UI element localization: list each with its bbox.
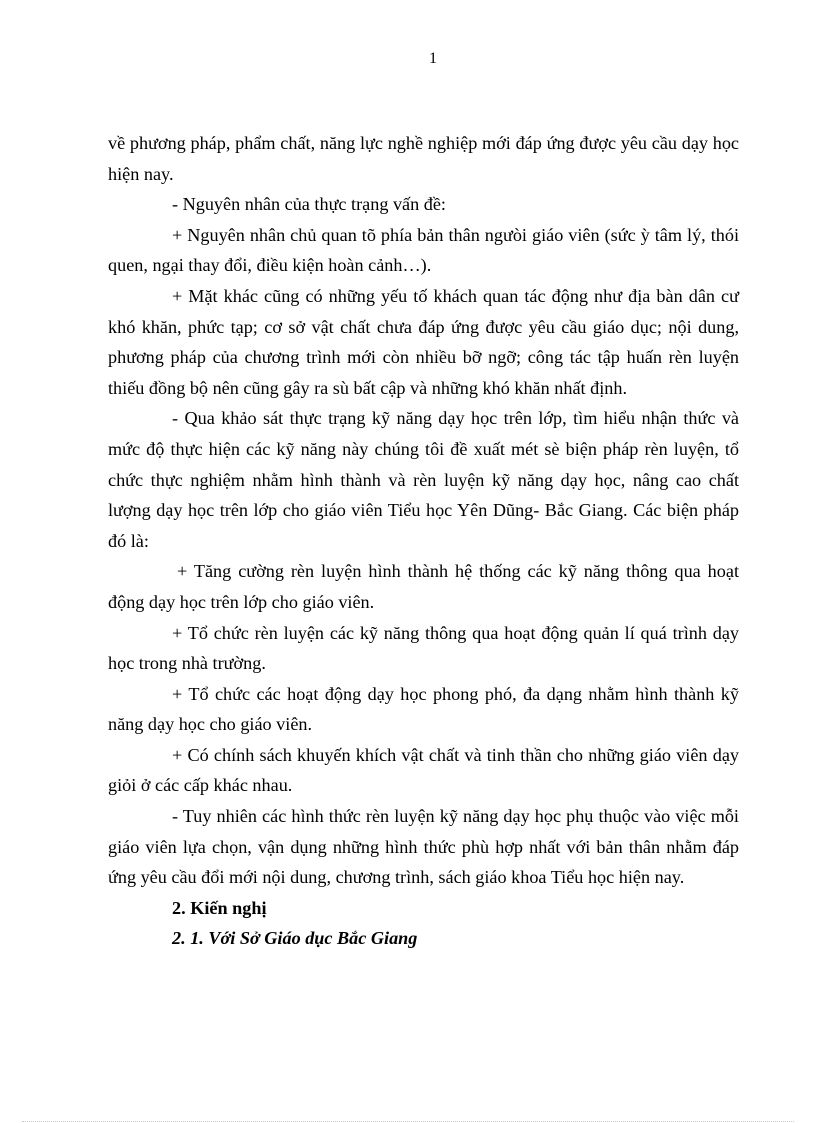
paragraph-objective-cause: + Mặt khác cũng có những yếu tố khách quan tác động như địa bàn dân cư khó khăn, phức tạp; cơ sở vật chất chưa đáp ứng được yêu cầu giáo dục; nội dung, phương pháp của chương trình mới còn nhiều bỡ ngỡ; công tác tập huấn rèn luyện thiếu đồng bộ nên cũng gây ra sù bất cập và những khó khăn nhất định.	[108, 285, 739, 398]
paragraph-measure-3: + Tổ chức các hoạt động dạy học phong phó, đa dạng nhằm hình thành kỹ năng dạy học cho giáo viên.	[108, 683, 739, 735]
paragraph-survey-proposal: - Qua khảo sát thực trạng kỹ năng dạy học trên lớp, tìm hiểu nhận thức và mức độ thực hiện các kỹ năng này chúng tôi đề xuất mét sè biện pháp rèn luyện, tổ chức thực nghiệm nhằm hình thành và rèn luyện kỹ năng dạy học, nâng cao chất lượng dạy học trên lớp cho giáo viên Tiểu học Yên Dũng- Bắc Giang. Các biện pháp đó là:	[108, 408, 739, 551]
paragraph-measure-2: + Tổ chức rèn luyện các kỹ năng thông qua hoạt động quản lí quá trình dạy học trong nhà trường.	[108, 622, 739, 674]
paragraph-cause-heading: - Nguyên nhân của thực trạng vấn đề:	[172, 194, 446, 215]
paragraph-continuation: về phương pháp, phẩm chất, năng lực nghề nghiệp mới đáp ứng được yêu cầu dạy học hiện nay.	[108, 133, 739, 184]
subsection-heading: 2. 1. Với Sở Giáo dục Bắc Giang	[172, 928, 418, 949]
page-bottom-divider	[22, 1121, 794, 1122]
paragraph-conclusion: - Tuy nhiên các hình thức rèn luyện kỹ năng dạy học phụ thuộc vào việc mỗi giáo viên lựa chọn, vận dụng những hình thức phù hợp nhất với bản thân nhằm đáp ứng yêu cầu đổi mới nội dung, chương trình, sách giáo khoa Tiểu học hiện nay.	[108, 806, 739, 888]
paragraph-subjective-cause: + Nguyên nhân chủ quan tõ phía bản thân ngưòi giáo viên (sức ỳ tâm lý, thói quen, ngại thay đổi, điều kiện hoàn cảnh…).	[108, 224, 739, 276]
section-heading: 2. Kiến nghị	[172, 897, 267, 918]
document-body	[108, 128, 739, 954]
page-number: 1	[429, 50, 437, 67]
paragraph-measure-1: + Tăng cường rèn luyện hình thành hệ thống các kỹ năng thông qua hoạt động dạy học trên lớp cho giáo viên.	[108, 561, 739, 612]
paragraph-measure-4: + Có chính sách khuyến khích vật chất và tinh thần cho những giáo viên dạy giỏi ở các cấp khác nhau.	[108, 744, 739, 796]
